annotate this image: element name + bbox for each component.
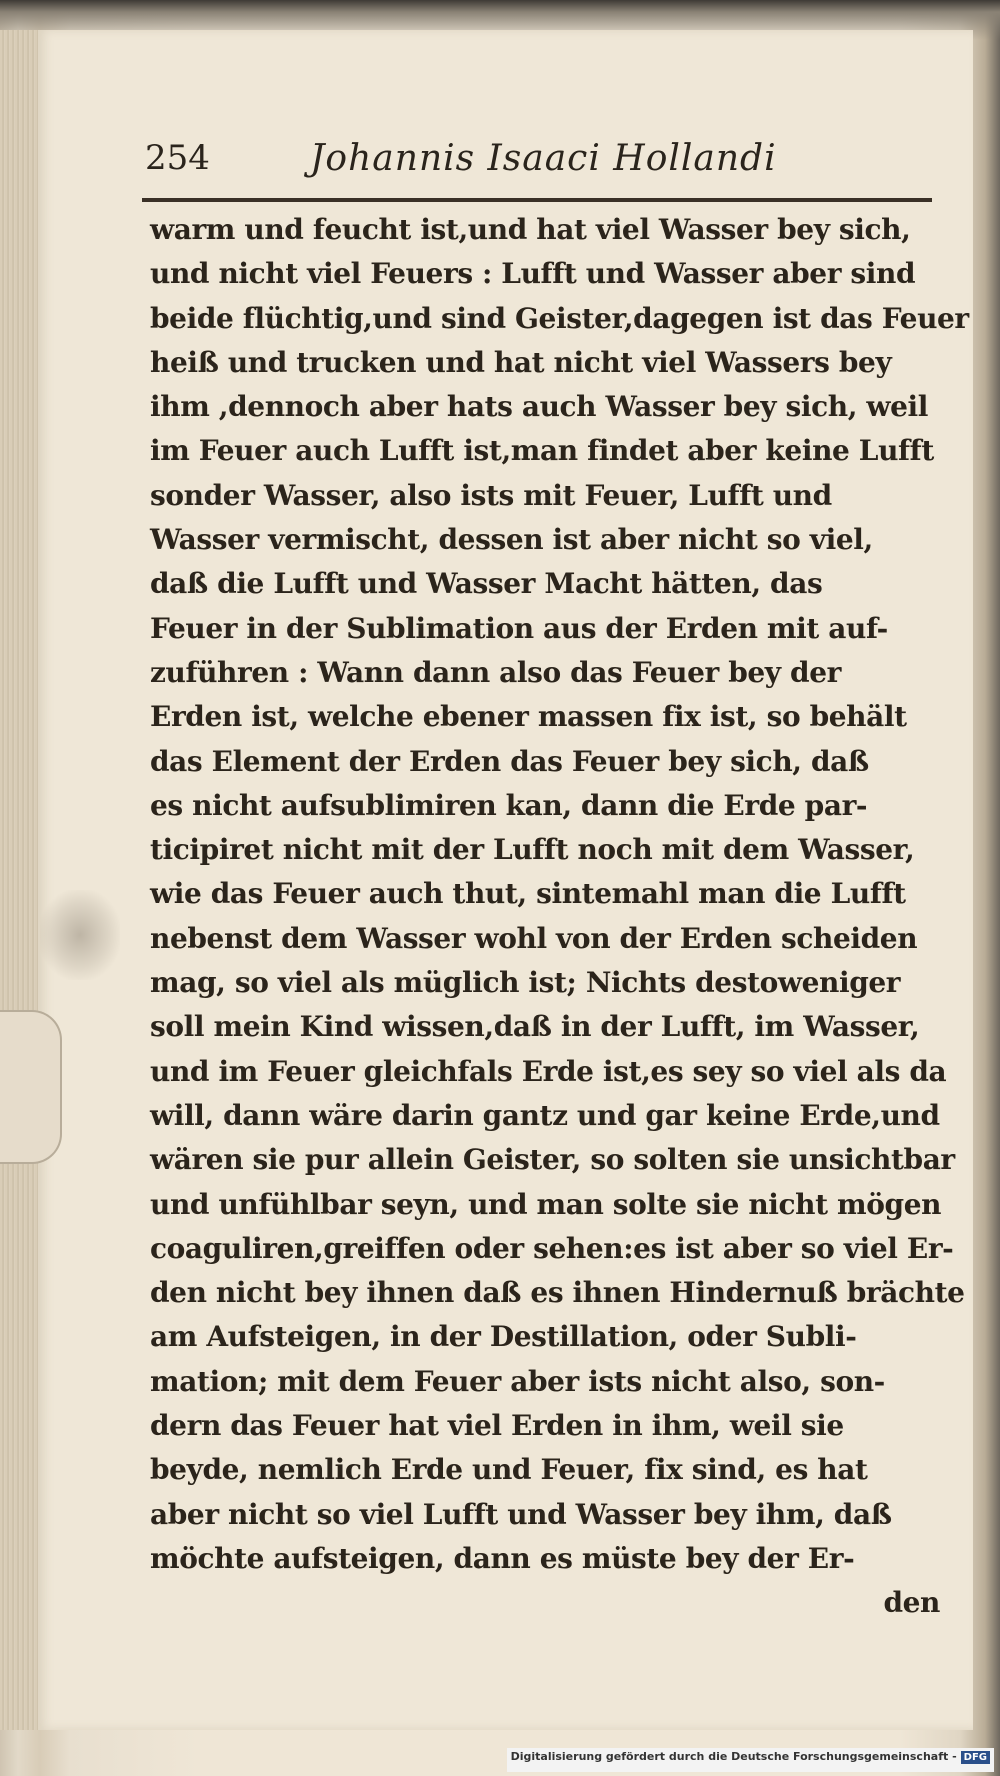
text-line: mation; mit dem Feuer aber ists nicht also, son- bbox=[150, 1364, 885, 1398]
text-line: und im Feuer gleichfals Erde ist,es sey so viel als da bbox=[150, 1054, 947, 1088]
page-header bbox=[145, 138, 925, 188]
page-number: 254 bbox=[145, 138, 210, 178]
text-line: und nicht viel Feuers : Lufft und Wasser aber sind bbox=[150, 257, 916, 291]
header-rule bbox=[142, 198, 932, 202]
text-line: das Element der Erden das Feuer bey sich, daß bbox=[150, 744, 869, 778]
text-line: aber nicht so viel Lufft und Wasser bey ihm, daß bbox=[150, 1497, 892, 1531]
text-line: Wasser vermischt, dessen ist aber nicht so viel, bbox=[150, 523, 873, 557]
text-line: den nicht bey ihnen daß es ihnen Hindernuß brächte bbox=[150, 1276, 965, 1310]
text-line: sonder Wasser, also ists mit Feuer, Lufft und bbox=[150, 478, 832, 512]
text-line: wären sie pur allein Geister, so solten sie unsichtbar bbox=[150, 1143, 955, 1177]
text-line: und unfühlbar seyn, und man solte sie nicht mögen bbox=[150, 1187, 942, 1221]
text-line: warm und feucht ist,und hat viel Wasser bey sich, bbox=[150, 213, 911, 246]
text-line: nebenst dem Wasser wohl von der Erden scheiden bbox=[150, 921, 918, 955]
page-edges bbox=[0, 30, 40, 1730]
text-line: soll mein Kind wissen,daß in der Lufft, im Wasser, bbox=[150, 1010, 920, 1044]
text-line: mag, so viel als müglich ist; Nichts destoweniger bbox=[150, 966, 901, 1000]
text-line: am Aufsteigen, in der Destillation, oder Subli- bbox=[150, 1320, 857, 1354]
text-line: ticipiret nicht mit der Lufft noch mit dem Wasser, bbox=[150, 833, 915, 867]
page-clip bbox=[0, 1010, 62, 1164]
text-line: möchte aufsteigen, dann es müste bey der Er- bbox=[150, 1541, 855, 1575]
credit-text: Digitalisierung gefördert durch die Deutsche Forschungsgemeinschaft - bbox=[510, 1750, 957, 1763]
text-line: ihm ,dennoch aber hats auch Wasser bey sich, weil bbox=[150, 390, 928, 424]
text-line: es nicht aufsublimiren kan, dann die Erde par- bbox=[150, 788, 868, 822]
text-line: will, dann wäre darin gantz und gar keine Erde,und bbox=[150, 1098, 940, 1132]
paper-stain bbox=[40, 890, 120, 980]
text-line: daß die Lufft und Wasser Macht hätten, das bbox=[150, 567, 823, 601]
body-text bbox=[150, 208, 969, 1626]
text-line: coaguliren,greiffen oder sehen:es ist aber so viel Er- bbox=[150, 1231, 954, 1265]
text-line: beyde, nemlich Erde und Feuer, fix sind, es hat bbox=[150, 1453, 868, 1487]
text-line: zuführen : Wann dann also das Feuer bey der bbox=[150, 655, 841, 689]
digitization-credit bbox=[507, 1748, 994, 1772]
catchword: den bbox=[883, 1586, 940, 1620]
text-line: heiß und trucken und hat nicht viel Wassers bey bbox=[150, 345, 892, 379]
text-line: dern das Feuer hat viel Erden in ihm, weil sie bbox=[150, 1409, 844, 1443]
text-line: wie das Feuer auch thut, sintemahl man die Lufft bbox=[150, 877, 906, 911]
text-line: im Feuer auch Lufft ist,man findet aber keine Lufft bbox=[150, 434, 934, 468]
text-line: Feuer in der Sublimation aus der Erden mit auf- bbox=[150, 611, 888, 645]
running-head: Johannis Isaaci Hollandi bbox=[310, 138, 777, 179]
text-line: beide flüchtig,und sind Geister,dagegen ist das Feuer bbox=[150, 301, 969, 335]
dfg-logo: DFG bbox=[961, 1751, 990, 1764]
text-line: Erden ist, welche ebener massen fix ist, so behält bbox=[150, 700, 907, 734]
